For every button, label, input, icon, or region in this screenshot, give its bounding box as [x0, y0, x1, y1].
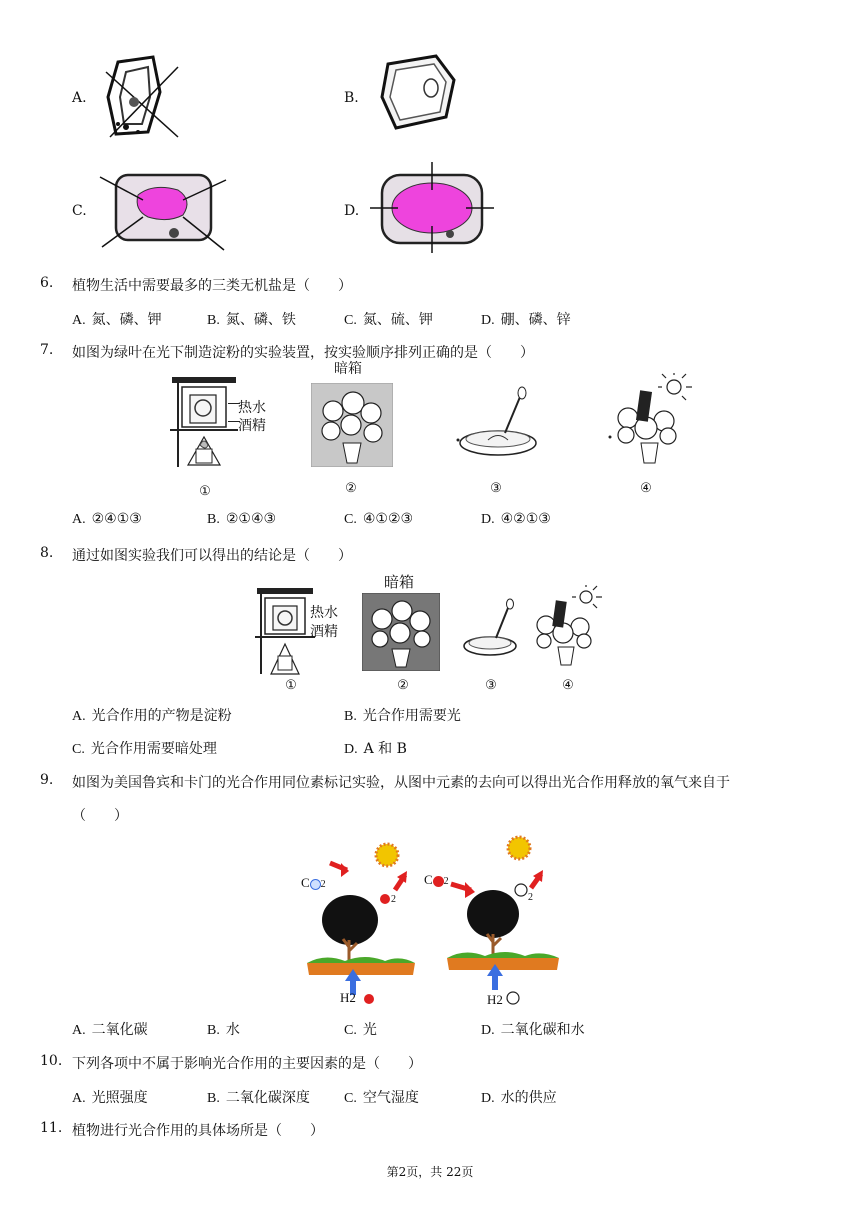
q11-number: 11. [40, 1120, 63, 1136]
q9-left-h2o-label: H2 [340, 990, 356, 1005]
q5-option-d-label: D. [344, 203, 360, 219]
q8-caption-3: ③ [485, 678, 497, 693]
q7-text: 如图为绿叶在光下制造淀粉的实验装置，按实验顺序排列正确的是（ ） [72, 345, 534, 361]
q8-label-hot-water: 热水 [310, 605, 338, 621]
q7-caption-1: ① [199, 484, 211, 499]
q10-option-b[interactable]: B. 二氧化碳深度 [207, 1090, 310, 1106]
q7-fig-water-bath [170, 375, 240, 470]
q8-fig-iodine-dish [460, 598, 522, 662]
q7-fig-dark-box [311, 383, 393, 467]
q7-caption-3: ③ [490, 481, 502, 496]
q7-caption-2: ② [345, 481, 357, 496]
q8-label-alcohol: 酒精 [310, 624, 338, 640]
q6-option-a[interactable]: A. 氮、磷、钾 [72, 312, 162, 328]
q8-caption-2: ② [397, 678, 409, 693]
q6-text: 植物生活中需要最多的三类无机盐是（ ） [72, 278, 352, 294]
q9-right-o2-label: 2 [528, 892, 533, 903]
q9-left-co2-label: C 2 [301, 875, 326, 890]
q8-text: 通过如图实验我们可以得出的结论是（ ） [72, 548, 352, 564]
q10-text: 下列各项中不属于影响光合作用的主要因素的是（ ） [72, 1056, 422, 1072]
q9-number: 9. [40, 772, 54, 788]
q8-fig-dark-box [362, 593, 440, 671]
q5-option-a-label: A. [72, 90, 87, 106]
q9-text: 如图为美国鲁宾和卡门的光合作用同位素标记实验，从图中元素的去向可以得出光合作用释放的氧气来自于 [72, 775, 730, 791]
q9-left-o2-label: 2 [391, 894, 396, 905]
q5-option-c-image [98, 165, 228, 255]
q10-number: 10. [40, 1053, 63, 1069]
q10-option-a[interactable]: A. 光照强度 [72, 1090, 148, 1106]
q10-option-c[interactable]: C. 空气湿度 [344, 1090, 419, 1106]
q8-caption-4: ④ [562, 678, 574, 693]
q8-option-c[interactable]: C. 光合作用需要暗处理 [72, 741, 217, 757]
q7-fig-iodine-dish [450, 385, 545, 465]
q9-right-co2-label: C 2 [424, 872, 449, 887]
q6-option-c[interactable]: C. 氮、硫、钾 [344, 312, 433, 328]
q9-fig-left-experiment [305, 835, 420, 1010]
q9-option-a[interactable]: A. 二氧化碳 [72, 1022, 148, 1038]
q6-option-d[interactable]: D. 硼、磷、锌 [481, 312, 571, 328]
q9-option-d[interactable]: D. 二氧化碳和水 [481, 1022, 585, 1038]
q10-option-d[interactable]: D. 水的供应 [481, 1090, 557, 1106]
neutral-face-icon [310, 879, 321, 890]
q8-caption-1: ① [285, 678, 297, 693]
q7-label-dark-box: 暗箱 [334, 361, 362, 377]
q7-option-d[interactable]: D. ④②①③ [481, 511, 551, 527]
page-footer: 第2页，共 22页 [386, 1165, 474, 1179]
q9-option-b[interactable]: B. 水 [207, 1022, 240, 1038]
q8-number: 8. [40, 545, 54, 561]
q6-option-b[interactable]: B. 氮、磷、铁 [207, 312, 296, 328]
q8-fig-water-bath [255, 586, 315, 678]
q9-option-c[interactable]: C. 光 [344, 1022, 377, 1038]
q8-option-a[interactable]: A. 光合作用的产物是淀粉 [72, 708, 232, 724]
q7-leader-line-1 [228, 403, 240, 404]
q9-paren: （ ） [72, 808, 128, 824]
q5-option-c-label: C. [72, 203, 87, 219]
q7-number: 7. [40, 342, 54, 358]
q8-fig-plant-sun [530, 585, 605, 670]
q9-fig-right-experiment [445, 832, 563, 1010]
q7-caption-4: ④ [640, 481, 652, 496]
q8-option-d[interactable]: D. A 和 B [344, 741, 407, 757]
q8-label-dark-box: 暗箱 [384, 573, 415, 591]
q7-option-b[interactable]: B. ②①④③ [207, 511, 277, 527]
q11-text: 植物进行光合作用的具体场所是（ ） [72, 1123, 324, 1139]
q5-option-d-image [370, 160, 495, 255]
q6-number: 6. [40, 275, 54, 291]
q9-right-h2o-label: H2 [487, 992, 503, 1007]
q7-option-c[interactable]: C. ④①②③ [344, 511, 414, 527]
q7-label-hot-water: 热水 [238, 400, 266, 416]
q7-label-alcohol: 酒精 [238, 418, 266, 434]
q7-leader-line-2 [228, 421, 240, 422]
q5-option-b-label: B. [344, 90, 359, 106]
q5-option-b-image [376, 52, 461, 132]
q7-option-a[interactable]: A. ②④①③ [72, 511, 142, 527]
q7-fig-plant-sun [606, 373, 696, 470]
q5-option-a-image [98, 52, 183, 142]
smile-face-icon [433, 876, 444, 887]
q8-option-b[interactable]: B. 光合作用需要光 [344, 708, 461, 724]
